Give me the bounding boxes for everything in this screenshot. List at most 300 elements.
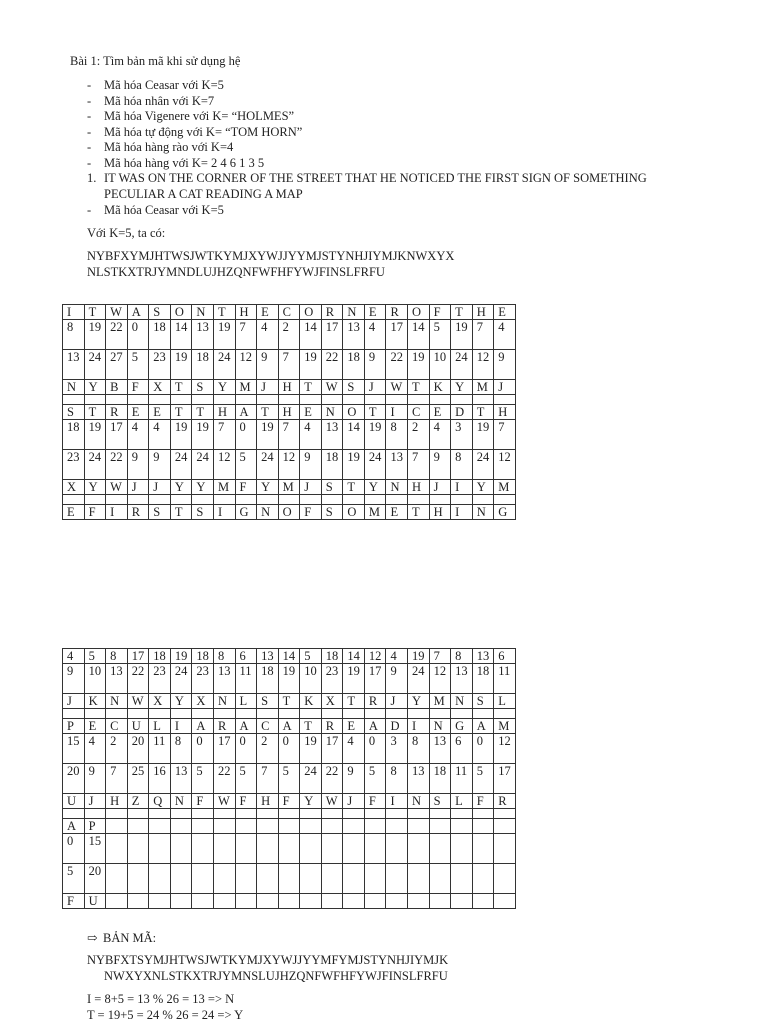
table-cell: 19	[364, 420, 386, 450]
plaintext-line-1: IT WAS ON THE CORNER OF THE STREET THAT HE NOTICED THE FIRST SIGN OF SOMETHING	[104, 171, 647, 185]
table-cell	[127, 709, 149, 719]
table-cell	[451, 809, 473, 819]
table-cell	[472, 809, 494, 819]
table-cell: S	[472, 694, 494, 709]
table-cell	[257, 864, 279, 894]
table-cell	[257, 894, 279, 909]
table-cell: X	[63, 480, 85, 495]
method-item: - Mã hóa tự động với K= “TOM HORN”	[87, 125, 302, 141]
table-cell: T	[213, 305, 235, 320]
table-cell: Y	[300, 794, 322, 809]
table-cell: 24	[84, 350, 106, 380]
table-cell	[494, 495, 516, 505]
table-cell: 10	[300, 664, 322, 694]
table-cell: 8	[451, 649, 473, 664]
table-cell: 9	[300, 450, 322, 480]
table-row	[63, 864, 516, 894]
table-cell: I	[451, 505, 473, 520]
table-cell: 12	[494, 734, 516, 764]
table-cell: T	[192, 405, 214, 420]
table-cell: T	[408, 505, 430, 520]
table-cell: L	[149, 719, 171, 734]
table-cell: E	[429, 405, 451, 420]
table-cell: J	[149, 480, 171, 495]
table-cell: 7	[278, 420, 300, 450]
table-cell: 10	[429, 350, 451, 380]
table-cell	[408, 709, 430, 719]
table-cell: 11	[149, 734, 171, 764]
table-cell: R	[386, 305, 408, 320]
table-cell: 14	[170, 320, 192, 350]
table-cell: S	[429, 794, 451, 809]
table-cell: 24	[472, 450, 494, 480]
table-cell	[257, 834, 279, 864]
table-cell	[386, 395, 408, 405]
table-cell: Y	[472, 480, 494, 495]
table-cell	[429, 894, 451, 909]
table-cell: 8	[170, 734, 192, 764]
table-cell: T	[300, 380, 322, 395]
table-cell: 6	[235, 649, 257, 664]
table-cell: F	[235, 480, 257, 495]
table-cell	[364, 495, 386, 505]
calculation-1: I = 8+5 = 13 % 26 = 13 => N	[87, 992, 235, 1006]
table-cell: 23	[149, 350, 171, 380]
table-cell: 14	[343, 649, 365, 664]
table-cell: S	[63, 405, 85, 420]
table-cell: R	[106, 405, 128, 420]
table-cell: 5	[235, 450, 257, 480]
table-cell: 4	[149, 420, 171, 450]
table-cell: 4	[429, 420, 451, 450]
table-cell: S	[192, 380, 214, 395]
table-cell: Y	[451, 380, 473, 395]
table-cell	[494, 395, 516, 405]
table-cell: S	[321, 480, 343, 495]
table-cell: T	[170, 505, 192, 520]
table-cell: J	[300, 480, 322, 495]
table-cell: 9	[63, 664, 85, 694]
table-cell	[149, 834, 171, 864]
table-cell	[300, 495, 322, 505]
table-cell	[364, 834, 386, 864]
table-cell	[149, 809, 171, 819]
table-cell: H	[257, 794, 279, 809]
table-cell	[192, 395, 214, 405]
table-cell: 22	[321, 350, 343, 380]
table-cell: T	[278, 694, 300, 709]
table-cell: 5	[429, 320, 451, 350]
table-cell: 4	[343, 734, 365, 764]
table-cell	[192, 834, 214, 864]
table-cell: N	[213, 694, 235, 709]
table-cell: N	[451, 694, 473, 709]
result-label: BẢN MÃ:	[103, 931, 157, 945]
table-cell: D	[451, 405, 473, 420]
table-cell: G	[494, 505, 516, 520]
table-cell: Y	[192, 480, 214, 495]
table-cell: 14	[300, 320, 322, 350]
table-cell: 19	[84, 320, 106, 350]
table-cell: 12	[494, 450, 516, 480]
plaintext-number: 1.	[87, 171, 97, 185]
table-cell: 17	[106, 420, 128, 450]
table-cell: 9	[84, 764, 106, 794]
table-cell	[235, 709, 257, 719]
table-cell	[235, 819, 257, 834]
table-cell	[84, 809, 106, 819]
table-cell: T	[257, 405, 279, 420]
table-row	[63, 709, 516, 719]
table-cell: 19	[192, 420, 214, 450]
table-cell	[213, 894, 235, 909]
table-cell: H	[278, 380, 300, 395]
table-cell: F	[300, 505, 322, 520]
table-cell: R	[364, 694, 386, 709]
table-cell: C	[106, 719, 128, 734]
table-row	[63, 405, 516, 420]
table-cell: O	[408, 305, 430, 320]
table-cell	[386, 809, 408, 819]
table-cell: K	[429, 380, 451, 395]
table-cell: E	[257, 305, 279, 320]
table-cell: W	[213, 794, 235, 809]
table-cell: N	[63, 380, 85, 395]
table-cell	[106, 819, 128, 834]
table-cell	[343, 834, 365, 864]
table-row	[63, 450, 516, 480]
table-cell: 4	[127, 420, 149, 450]
table-cell: R	[213, 719, 235, 734]
table-cell: 5	[127, 350, 149, 380]
table-cell	[494, 864, 516, 894]
table-cell: 5	[84, 649, 106, 664]
table-cell: 4	[257, 320, 279, 350]
table-cell	[451, 894, 473, 909]
table-cell: 22	[213, 764, 235, 794]
table-cell	[213, 864, 235, 894]
table-cell: 13	[472, 649, 494, 664]
table-cell: 8	[63, 320, 85, 350]
table-cell	[257, 495, 279, 505]
table-cell	[408, 809, 430, 819]
table-cell: J	[364, 380, 386, 395]
table-cell: F	[84, 505, 106, 520]
table-cell: 18	[472, 664, 494, 694]
table-cell: 5	[364, 764, 386, 794]
table-cell: J	[386, 694, 408, 709]
table-cell	[429, 819, 451, 834]
table-cell: W	[106, 480, 128, 495]
table-cell: 19	[451, 320, 473, 350]
table-cell	[451, 834, 473, 864]
table-cell: Y	[257, 480, 279, 495]
table-cell: C	[408, 405, 430, 420]
table-cell: E	[149, 405, 171, 420]
table-cell	[364, 819, 386, 834]
table-cell	[300, 809, 322, 819]
table-cell: 7	[408, 450, 430, 480]
table-cell: N	[170, 794, 192, 809]
ciphertext-line-1: NYBFXYMJHTWSJWTKYMJXYWJJYYMJSTYNHJIYMJKNWXYX	[87, 249, 455, 263]
table-cell: 12	[429, 664, 451, 694]
table-cell: 19	[300, 734, 322, 764]
table-cell: O	[343, 405, 365, 420]
table-cell: 15	[84, 834, 106, 864]
table-cell	[408, 819, 430, 834]
table-cell: N	[429, 719, 451, 734]
table-cell	[192, 819, 214, 834]
method-item: - Mã hóa Ceasar với K=5	[87, 78, 302, 94]
table-cell	[257, 395, 279, 405]
table-cell: 24	[84, 450, 106, 480]
table-cell	[192, 809, 214, 819]
table-cell: 13	[429, 734, 451, 764]
table-cell	[213, 819, 235, 834]
table-cell: 11	[494, 664, 516, 694]
table-cell: F	[127, 380, 149, 395]
table-cell	[472, 834, 494, 864]
table-cell: Y	[170, 694, 192, 709]
table-cell: S	[149, 305, 171, 320]
table-cell: T	[170, 380, 192, 395]
table-cell: 19	[343, 450, 365, 480]
table-cell	[106, 894, 128, 909]
table-cell: D	[386, 719, 408, 734]
table-cell: H	[408, 480, 430, 495]
table-cell: 13	[451, 664, 473, 694]
table-cell	[235, 395, 257, 405]
table-row	[63, 809, 516, 819]
table-cell	[127, 864, 149, 894]
table-cell	[106, 395, 128, 405]
table-cell	[278, 709, 300, 719]
table-cell: C	[257, 719, 279, 734]
table-cell	[321, 864, 343, 894]
table-cell: A	[278, 719, 300, 734]
table-cell: H	[472, 305, 494, 320]
table-cell: G	[451, 719, 473, 734]
table-cell: W	[386, 380, 408, 395]
table-cell	[472, 864, 494, 894]
table-cell: M	[364, 505, 386, 520]
table-row	[63, 734, 516, 764]
table-cell: J	[343, 794, 365, 809]
table-cell: N	[386, 480, 408, 495]
table-cell: 18	[192, 649, 214, 664]
table-cell: 9	[386, 664, 408, 694]
table-cell: O	[278, 505, 300, 520]
table-cell: 13	[321, 420, 343, 450]
table-cell	[429, 864, 451, 894]
method-item: - Mã hóa Vigenere với K= “HOLMES”	[87, 109, 302, 125]
table-cell	[321, 834, 343, 864]
table-cell: 9	[149, 450, 171, 480]
table-cell	[364, 894, 386, 909]
table-cell: I	[451, 480, 473, 495]
table-cell	[300, 819, 322, 834]
table-cell	[149, 894, 171, 909]
table-cell	[106, 709, 128, 719]
table-cell: F	[235, 794, 257, 809]
table-cell: 5	[472, 764, 494, 794]
table-cell: J	[127, 480, 149, 495]
table-cell: N	[106, 694, 128, 709]
table-cell: 4	[494, 320, 516, 350]
right-arrow-icon: ⇨	[87, 931, 98, 945]
table-cell: F	[192, 794, 214, 809]
cipher-table-1	[62, 304, 516, 520]
table-cell: T	[343, 480, 365, 495]
calculation-2: T = 19+5 = 24 % 26 = 24 => Y	[87, 1008, 244, 1022]
table-cell: 18	[429, 764, 451, 794]
method-list	[87, 78, 302, 172]
table-cell	[364, 709, 386, 719]
table-cell: 3	[451, 420, 473, 450]
table-cell: 9	[494, 350, 516, 380]
table-cell	[106, 834, 128, 864]
table-cell: I	[63, 305, 85, 320]
table-cell: S	[257, 694, 279, 709]
table-cell: N	[321, 405, 343, 420]
table-cell: T	[472, 405, 494, 420]
table-cell	[235, 495, 257, 505]
table-cell	[106, 495, 128, 505]
table-cell	[84, 495, 106, 505]
table-row	[63, 649, 516, 664]
table-cell: N	[472, 505, 494, 520]
table-cell: 7	[106, 764, 128, 794]
method-item: - Mã hóa hàng rào với K=4	[87, 140, 302, 156]
table-cell	[192, 495, 214, 505]
table-cell: 22	[106, 320, 128, 350]
table-cell: 5	[278, 764, 300, 794]
table-cell: 18	[192, 350, 214, 380]
table-row	[63, 819, 516, 834]
table-row	[63, 480, 516, 495]
table-cell	[213, 709, 235, 719]
table-cell: Y	[364, 480, 386, 495]
table-cell: 3	[386, 734, 408, 764]
table-cell	[170, 819, 192, 834]
table-cell: 22	[386, 350, 408, 380]
table-cell: 8	[386, 764, 408, 794]
table-cell	[343, 864, 365, 894]
table-cell: 24	[192, 450, 214, 480]
table-cell	[408, 395, 430, 405]
result-line-2: NWXYXNLSTKXTRJYMNSLUJHZQNFWFHFYWJFINSLFRFU	[104, 969, 448, 983]
table-cell: 13	[343, 320, 365, 350]
table-cell	[364, 864, 386, 894]
table-cell: 7	[494, 420, 516, 450]
table-cell	[321, 819, 343, 834]
table-cell: H	[278, 405, 300, 420]
table-cell	[429, 395, 451, 405]
table-cell: M	[494, 719, 516, 734]
table-cell	[127, 834, 149, 864]
table-cell: Z	[127, 794, 149, 809]
table-cell	[170, 864, 192, 894]
table-cell	[278, 864, 300, 894]
table-cell: 5	[300, 649, 322, 664]
table-cell	[300, 894, 322, 909]
table-cell: B	[106, 380, 128, 395]
table-cell	[472, 395, 494, 405]
exercise-title: Bài 1: Tìm bản mã khi sử dụng hệ	[70, 54, 241, 68]
table-cell	[300, 834, 322, 864]
table-cell: F	[364, 794, 386, 809]
table-cell	[321, 395, 343, 405]
table-cell	[408, 495, 430, 505]
table-cell	[63, 809, 85, 819]
table-cell: 17	[494, 764, 516, 794]
table-cell: 19	[278, 664, 300, 694]
table-cell: 19	[408, 350, 430, 380]
table-cell: A	[472, 719, 494, 734]
table-cell	[278, 819, 300, 834]
table-cell	[472, 894, 494, 909]
table-cell: 24	[300, 764, 322, 794]
table-cell: H	[106, 794, 128, 809]
cipher-table-2	[62, 648, 516, 909]
table-cell: 4	[364, 320, 386, 350]
table-cell: 14	[278, 649, 300, 664]
table-cell: 12	[278, 450, 300, 480]
table-cell: M	[278, 480, 300, 495]
table-cell	[257, 819, 279, 834]
table-cell: Y	[84, 480, 106, 495]
table-cell: 17	[364, 664, 386, 694]
table-cell: N	[257, 505, 279, 520]
table-cell	[278, 809, 300, 819]
table-cell: N	[343, 305, 365, 320]
table-cell: 12	[213, 450, 235, 480]
table-cell: 19	[170, 420, 192, 450]
table-cell	[472, 819, 494, 834]
table-cell: L	[494, 694, 516, 709]
table-cell	[343, 809, 365, 819]
table-cell: 14	[343, 420, 365, 450]
ciphertext-line-2: NLSTKXTRJYMNDLUJHZQNFWFHFYWJFINSLFRFU	[87, 265, 385, 279]
table-cell: 20	[63, 764, 85, 794]
table-cell	[192, 894, 214, 909]
table-cell	[429, 709, 451, 719]
table-cell: 22	[321, 764, 343, 794]
table-cell: 19	[84, 420, 106, 450]
table-cell: E	[386, 505, 408, 520]
table-cell: 23	[149, 664, 171, 694]
table-cell: 12	[235, 350, 257, 380]
table-cell	[235, 894, 257, 909]
table-cell: U	[84, 894, 106, 909]
table-cell	[127, 894, 149, 909]
method-item: - Mã hóa hàng với K= 2 4 6 1 3 5	[87, 156, 302, 172]
table-cell: 9	[343, 764, 365, 794]
table-cell	[278, 495, 300, 505]
table-cell: T	[408, 380, 430, 395]
table-cell: 17	[127, 649, 149, 664]
table-cell: 14	[408, 320, 430, 350]
table-cell	[343, 395, 365, 405]
table-cell: N	[408, 794, 430, 809]
table-cell	[386, 495, 408, 505]
table-cell	[149, 395, 171, 405]
table-cell: 5	[235, 764, 257, 794]
table-cell: 18	[149, 649, 171, 664]
table-cell: 6	[494, 649, 516, 664]
table-cell: T	[451, 305, 473, 320]
table-cell: M	[472, 380, 494, 395]
